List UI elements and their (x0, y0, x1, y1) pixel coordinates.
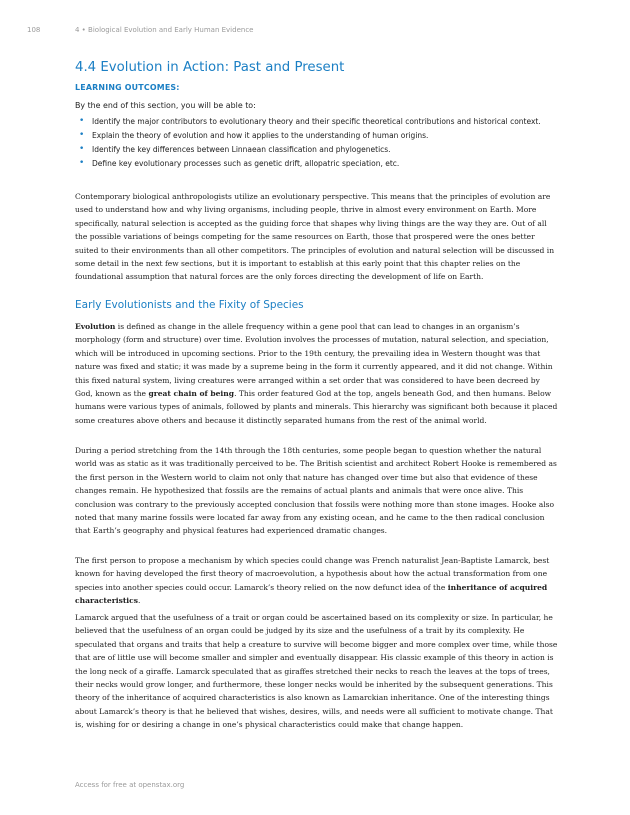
paragraph-text: is defined as change in the allele frequency within a gene pool that can lead to changes in an organism’s morphology (form and structure) over time. Evolution involves the processes of mutation, natural selection, and speciation, which will be introduced in upcoming sections. Prior to the 19th century, the prevailing idea in Western thought was that nature was fixed and static; it was made by a supreme being in the form it currently appeared, and it did not change. Within this fixed natural system, living creatures were arranged within a set order that was considered to have been decreed by God, known as the (75, 322, 553, 399)
paragraph-text: . This order featured God at the top, angels beneath God, and then humans. Below humans were various types of animals, followed by plants and minerals. This hierarchy was significant both because it placed some creatures above others and because it distinctly separated humans from the rest of the animal world. (75, 389, 558, 425)
learning-outcome-item (79, 157, 559, 170)
learning-outcomes-intro: By the end of this section, you will be able to: (75, 101, 256, 110)
bullet-icon: • (79, 144, 85, 154)
running-header (0, 24, 630, 38)
learning-outcome-item (79, 115, 559, 128)
key-term-great-chain-of-being: great chain of being (148, 389, 235, 399)
learning-outcome-text: Define key evolutionary processes such as genetic drift, allopatric speciation, etc. (92, 159, 400, 168)
footer-access-link: Access for free at openstax.org (75, 781, 185, 789)
bullet-icon: • (79, 158, 85, 168)
learning-outcomes-list (79, 115, 559, 171)
page-number: 108 (27, 26, 41, 34)
learning-outcome-text: Identify the major contributors to evolutionary theory and their specific theoretical contributions and historical context. (92, 117, 541, 126)
evolution-paragraph (75, 320, 559, 427)
learning-outcome-text: Explain the theory of evolution and how it applies to the understanding of human origins. (92, 131, 429, 140)
learning-outcomes-title: LEARNING OUTCOMES: (75, 83, 180, 92)
section-title: 4.4 Evolution in Action: Past and Present (75, 60, 345, 75)
hooke-paragraph: During a period stretching from the 14th through the 18th centuries, some people began to question whether the natural world was as static as it was traditionally perceived to be. The British scientist and architect Robert Hooke is remembered as the first person in the Western world to claim not only that nature has changed over time but also that evidence of these changes remain. He hypothesized that fossils are the remains of actual plants and animals that were once alive. This conclusion was contrary to the previously accepted conclusion that fossils were nothing more than stone images. Hooke also noted that many marine fossils were located far away from any existing ocean, and he came to the then radical conclusion that Earth’s geography and physical features had experienced dramatic changes. (75, 446, 557, 536)
subsection-title: Early Evolutionists and the Fixity of Species (75, 299, 304, 311)
running-head-title: 4 • Biological Evolution and Early Human Evidence (75, 26, 254, 34)
paragraph-text: The first person to propose a mechanism by which species could change was French naturalist Jean-Baptiste Lamarck, best known for having developed the first theory of macroevolution, a hypothesis about how the actual transformation from one species into another species could occur. Lamarck’s theory relied on the now defunct idea of the (75, 556, 550, 592)
intro-paragraph: Contemporary biological anthropologists utilize an evolutionary perspective. This means that the principles of evolution are used to understand how and why living organisms, including people, thrive in almost every environment on Earth. More specifically, natural selection is accepted as the guiding force that shapes why living things are the way they are. Out of all the possible variations of beings competing for the same resources on Earth, those that prospered were the ones better suited to their environments than all other competitors. The principles of evolution and natural selection will be discussed in some detail in the next few sections, but it is important to establish at this early point that this chapter relies on the foundational assumption that natural forces are the only forces directing the development of life on Earth. (75, 192, 555, 282)
learning-outcome-text: Identify the key differences between Linnaean classification and phylogenetics. (92, 145, 391, 154)
bullet-icon: • (79, 116, 85, 126)
learning-outcome-item (79, 143, 559, 156)
key-term-inheritance-of-acquired-characteristics: inheritance of acquired characteristics (75, 582, 548, 606)
lamarck-paragraph (75, 554, 559, 608)
bullet-icon: • (79, 130, 85, 140)
lamarck-argument-paragraph: Lamarck argued that the usefulness of a trait or organ could be ascertained based on its complexity or size. In particular, he believed that the usefulness of an organ could be judged by its size and the usefulness of a trait by its complexity. He speculated that organs and traits that help a creature to survive will become bigger and more complex over time, while those that are of little use will become smaller and simpler and eventually disappear. His classic example of this theory in action is the long neck of a giraffe. Lamarck speculated that as giraffes stretched their necks to reach the leaves at the tops of trees, their necks would grow longer, and furthermore, these longer necks would be inherited by the subsequent generations. This theory of the inheritance of acquired characteristics is also known as Lamarckian inheritance. One of the interesting things about Lamarck’s theory is that he believed that wishes, desires, wills, and needs were all sufficient to motivate change. That is, wishing for or desiring a change in one’s physical characteristics could make that change happen. (75, 613, 558, 730)
key-term-evolution: Evolution (75, 322, 116, 331)
paragraph-end: . (138, 596, 141, 606)
learning-outcome-item (79, 129, 559, 142)
